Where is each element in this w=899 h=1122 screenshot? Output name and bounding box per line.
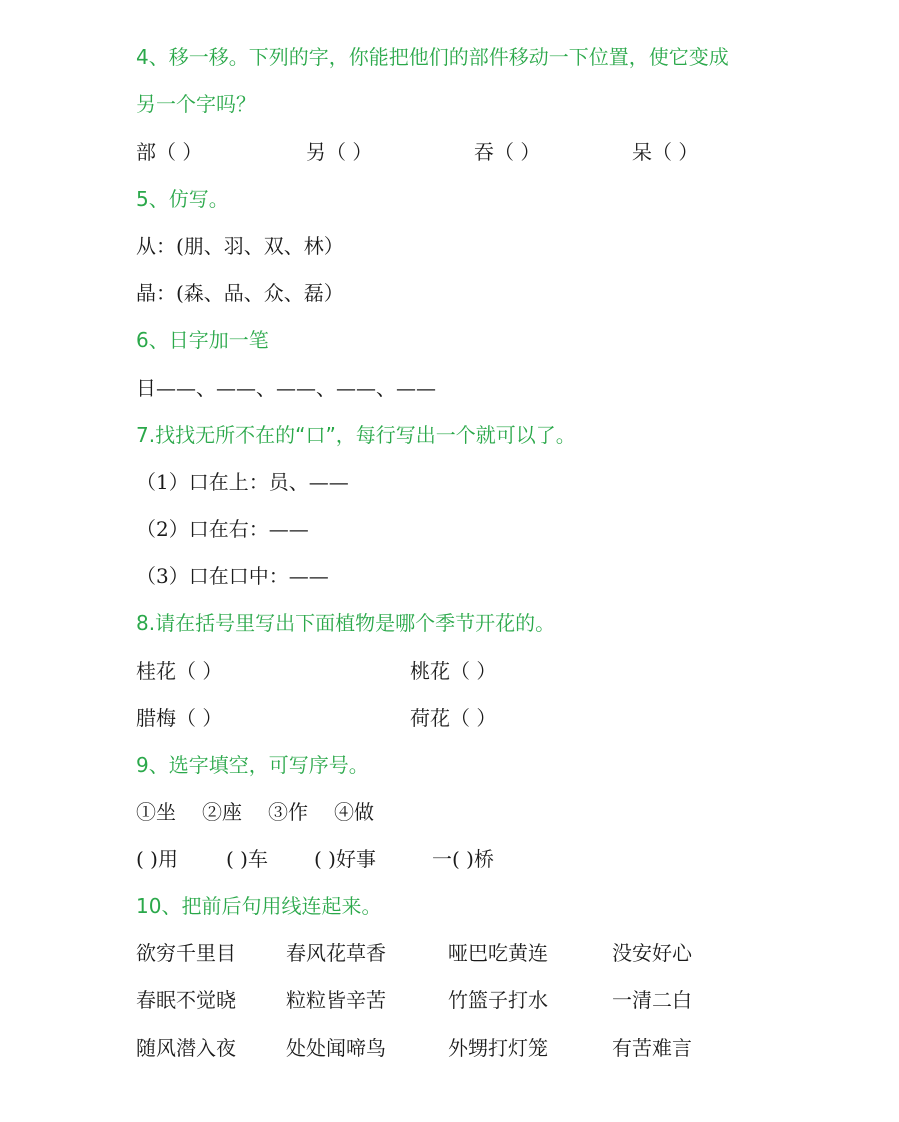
q10-phrase: 外甥打灯笼 <box>448 1036 548 1060</box>
q8-item: 桂花（ ） <box>136 659 223 683</box>
q7-title: 7.找找无所不在的“口”，每行写出一个就可以了。 <box>136 423 576 447</box>
q8-item: 腊梅（ ） <box>136 706 223 730</box>
q10-phrase: 春眠不觉晓 <box>136 988 236 1012</box>
q9-blanks-row <box>136 844 556 874</box>
q10-phrase: 一清二白 <box>612 988 692 1012</box>
q8-title: 8.请在括号里写出下面植物是哪个季节开花的。 <box>136 611 556 635</box>
q10-phrase: 欲穷千里目 <box>136 941 236 965</box>
q10-phrase: 哑巴吃黄连 <box>448 941 548 965</box>
q4-item: 呆（ ） <box>632 140 699 164</box>
q6-line: 日——、——、——、——、—— <box>136 376 436 400</box>
q10-phrase: 春风花草香 <box>286 941 386 965</box>
q4-title-line1: 4、移一移。下列的字，你能把他们的部件移动一下位置，使它变成 <box>136 45 729 69</box>
q8-row <box>136 656 596 686</box>
q7-line: （3）口在口中：—— <box>136 564 329 588</box>
q6-title: 6、日字加一笔 <box>136 328 269 352</box>
q9-blank: ( )好事 <box>314 847 376 871</box>
q4-item: 部（ ） <box>136 140 203 164</box>
q9-option: ①坐 <box>136 800 176 824</box>
q7-line: （2）口在右：—— <box>136 517 309 541</box>
q10-row <box>136 938 736 968</box>
q10-row <box>136 985 736 1015</box>
q9-option: ④做 <box>334 800 374 824</box>
q10-row <box>136 1033 736 1063</box>
q4-item: 吞（ ） <box>474 140 541 164</box>
q9-blank: ( )车 <box>226 847 268 871</box>
q10-phrase: 粒粒皆辛苦 <box>286 988 386 1012</box>
q8-item: 荷花（ ） <box>410 706 497 730</box>
q9-blank: ( )用 <box>136 847 178 871</box>
q5-line: 晶：(森、品、众、磊） <box>136 281 344 305</box>
q7-line: （1）口在上：员、—— <box>136 470 349 494</box>
q5-line: 从：(朋、羽、双、林） <box>136 234 344 258</box>
q9-option: ③作 <box>268 800 308 824</box>
q10-phrase: 有苦难言 <box>612 1036 692 1060</box>
q8-item: 桃花（ ） <box>410 659 497 683</box>
q4-items-row <box>136 137 776 167</box>
q4-item: 另（ ） <box>306 140 373 164</box>
q10-phrase: 竹篮子打水 <box>448 988 548 1012</box>
q10-phrase: 处处闻啼鸟 <box>286 1036 386 1060</box>
q8-row <box>136 703 596 733</box>
q4-title-line2: 另一个字吗？ <box>136 92 256 116</box>
q10-title: 10、把前后句用线连起来。 <box>136 894 382 918</box>
q9-option: ②座 <box>202 800 242 824</box>
q10-phrase: 没安好心 <box>612 941 692 965</box>
q5-title: 5、仿写。 <box>136 187 229 211</box>
q9-title: 9、选字填空，可写序号。 <box>136 753 369 777</box>
q10-phrase: 随风潜入夜 <box>136 1036 236 1060</box>
q9-options-row <box>136 797 436 827</box>
q9-blank: 一( )桥 <box>432 847 494 871</box>
